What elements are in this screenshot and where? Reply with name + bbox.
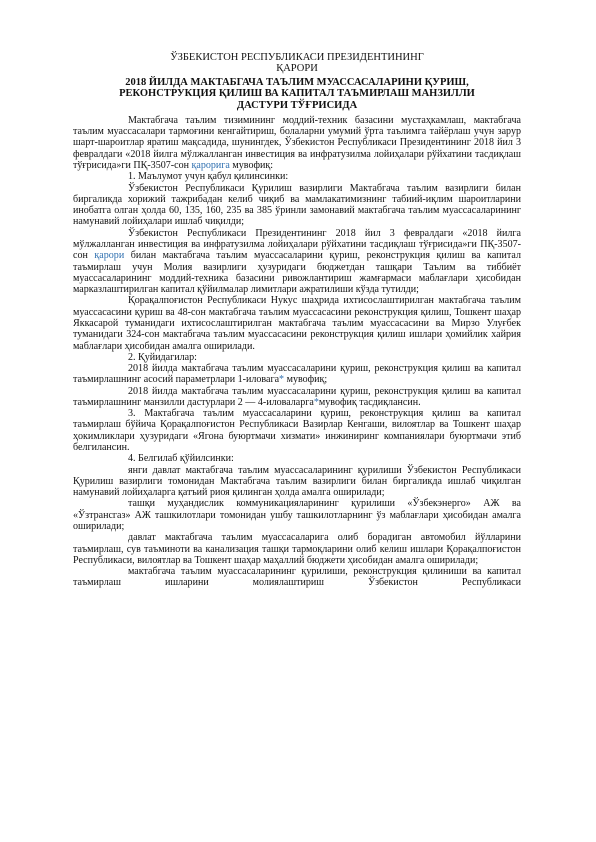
funding-text-end: билан мактабгача таълим муассасаларини қуриш, реконструкция қилиш ва капитал таъмирлаш учун Молия вазирлиги ҳузуридаги бюджетдан ташқари Таълим ва тиббиёт муассасаларининг моддий-техника базасини ривожлантириш жамғармаси маблағлари ҳисобидан марказлаштирилган капитал қўйилмалар лимитлари ажратилиши кўзда тутилди; bbox=[73, 250, 521, 296]
document-content bbox=[73, 52, 521, 589]
resolution-link[interactable]: қарорига bbox=[191, 160, 230, 172]
resolution-link-2[interactable]: қарори bbox=[94, 250, 125, 262]
paragraph-funding bbox=[73, 228, 521, 296]
annex-1-text: 2018 йилда мактабгача таълим муассасаларини қуриш, реконструкция қилиш ва капитал таъмирлашнинг асосий параметрлари 1-иловага bbox=[73, 363, 521, 386]
section-4-heading: 4. Белгилаб қўйилсинки: bbox=[128, 453, 234, 465]
paragraph-annex-1 bbox=[73, 363, 521, 386]
funding-text: Ўзбекистон Республикаси Президентининг 2018 йил 3 февралдаги «2018 йилга мўлжалланган инвестиция ва инфратузилма лойиҳалари рўйхатини тасдиқлаш тўғрисида»ги ПҚ-3507-сон bbox=[73, 227, 521, 262]
preamble-text-end: мувофиқ: bbox=[229, 160, 274, 172]
document-title-line-3: ДАСТУРИ ТЎҒРИСИДА bbox=[236, 99, 358, 111]
annex-2-4-footnote-link[interactable]: * bbox=[313, 396, 319, 408]
document-title-line-2: РЕКОНСТРУКЦИЯ ҚИЛИШ ВА КАПИТАЛ ТАЪМИРЛАШ МАНЗИЛЛИ bbox=[119, 88, 475, 100]
annex-2-4-text: 2018 йилда мактабгача таълим муассасаларини қуриш, реконструкция қилиш ва капитал таъмирлашнинг манзилли дастурлари 2 — 4-иловаларга bbox=[73, 385, 521, 408]
issuer-heading: ЎЗБЕКИСТОН РЕСПУБЛИКАСИ ПРЕЗИДЕНТИНИНГ bbox=[170, 52, 424, 63]
document-body bbox=[73, 115, 521, 589]
paragraph-karakalpakstan: Қорақалпоғистон Республикаси Нукус шаҳрида ихтисослаштирилган мактабгача таълим муассасасини қуриш ва 48-сон мактабгача таълим муассасасини реконструкция қилиш, Тошкент шаҳар Яккасарой туманидаги ихтисослаштирилган мактабгача таълим муассасасини ва Мирзо Улуғбек туманидаги 324-сон мактабгача таълим муассасасини реконструкция қилиш ишлари ҳомийлик хайрия маблағлари ҳисобидан амалга оширилади. bbox=[73, 295, 521, 352]
paragraph-roads-water: давлат мактабгача таълим муассасаларига олиб борадиган автомобил йўлларини таъмирлаш, сув таъминоти ва канализация ташқи тармоқларини олиб келиш ишлари Қорақалпоғистон Республикаси, вилоятлар ва Тошкент шаҳар маҳаллий бюджети ҳисобидан амалга оширилади; bbox=[73, 532, 521, 566]
document-type-heading: ҚАРОРИ bbox=[276, 63, 318, 74]
paragraph-construction-ministry: Ўзбекистон Республикаси Қурилиш вазирлиги Мактабгача таълим вазирлиги билан биргаликда хорижий тажрибадан келиб чиқиб ва мамлакатимизнинг табиий-иқлим шароитларини инобатга олган ҳолда 60, 135, 160, 235 ва 385 ўринли замонавий мактабгача таълим муассасаларининг намунавий лойиҳалари ишлаб чиқилди; bbox=[73, 182, 521, 228]
preamble-paragraph bbox=[73, 115, 521, 171]
section-1-heading: 1. Маълумот учун қабул қилинсинки: bbox=[128, 171, 289, 183]
document-title-line-1: 2018 ЙИЛДА МАКТАБГАЧА ТАЪЛИМ МУАССАСАЛАРИНИ ҚУРИШ, bbox=[125, 77, 469, 88]
annex-1-text-end: мувофиқ; bbox=[284, 374, 328, 386]
preamble-text: Мактабгача таълим тизимининг моддий-техник базасини мустаҳкамлаш, мактабгача таълим муассасалари тармоғини кенгайтириш, болаларни умумий ўрта таълимга тайёрлаш учун зарур шарт-шароитлар яратиш мақсадида, шунингдек, Ўзбекистон Республикаси Президентининг 2018 йил 3 февралдаги «2018 йилга мўлжалланган инвестиция ва инфратузилма лойиҳалари рўйхатини тасдиқлаш тўғрисида»ги ПҚ-3507-сон bbox=[73, 114, 521, 172]
paragraph-external-communications: ташқи муҳандислик коммуникацияларининг қурилиши «Ўзбекэнерго» АЖ ва «Ўзтрансгаз» АЖ ташкилотлари томонидан ушбу ташкилотларнинг ўз маблағлари ҳисобидан амалга оширилади; bbox=[73, 498, 521, 533]
annex-2-4-text-end: мувофиқ тасдиқлансин. bbox=[318, 396, 421, 408]
section-3-paragraph: 3. Мактабгача таълим муассасаларини қуриш, реконструкция қилиш ва капитал таъмирлаш бўйича Қорақалпоғистон Республикаси Вазирлар Кенгаши, вилоятлар ва Тошкент шаҳар ҳокимликлари ҳузуридаги «Ягона буюртмачи хизмати» инжиниринг компаниялари буюртмачи этиб белгилансин. bbox=[73, 408, 521, 454]
paragraph-financing: мактабгача таълим муассасаларининг қурилиши, реконструкция қилиниши ва капитал таъмирлаш ишларини молиялаштириш Ўзбекистон Республикаси bbox=[73, 566, 521, 589]
annex-1-footnote-link[interactable]: * bbox=[279, 374, 285, 386]
paragraph-new-construction: янги давлат мактабгача таълим муассасаларининг қурилиши Ўзбекистон Республикаси Қурилиш вазирлиги томонидан Мактабгача таълим вазирлиги билан биргаликда ишлаб чиқилган намунавий лойиҳаларга қатъий риоя қилинган ҳолда амалга оширилади; bbox=[73, 464, 521, 499]
paragraph-annex-2-4 bbox=[73, 386, 521, 409]
section-2-heading: 2. Қуйидагилар: bbox=[128, 351, 197, 363]
